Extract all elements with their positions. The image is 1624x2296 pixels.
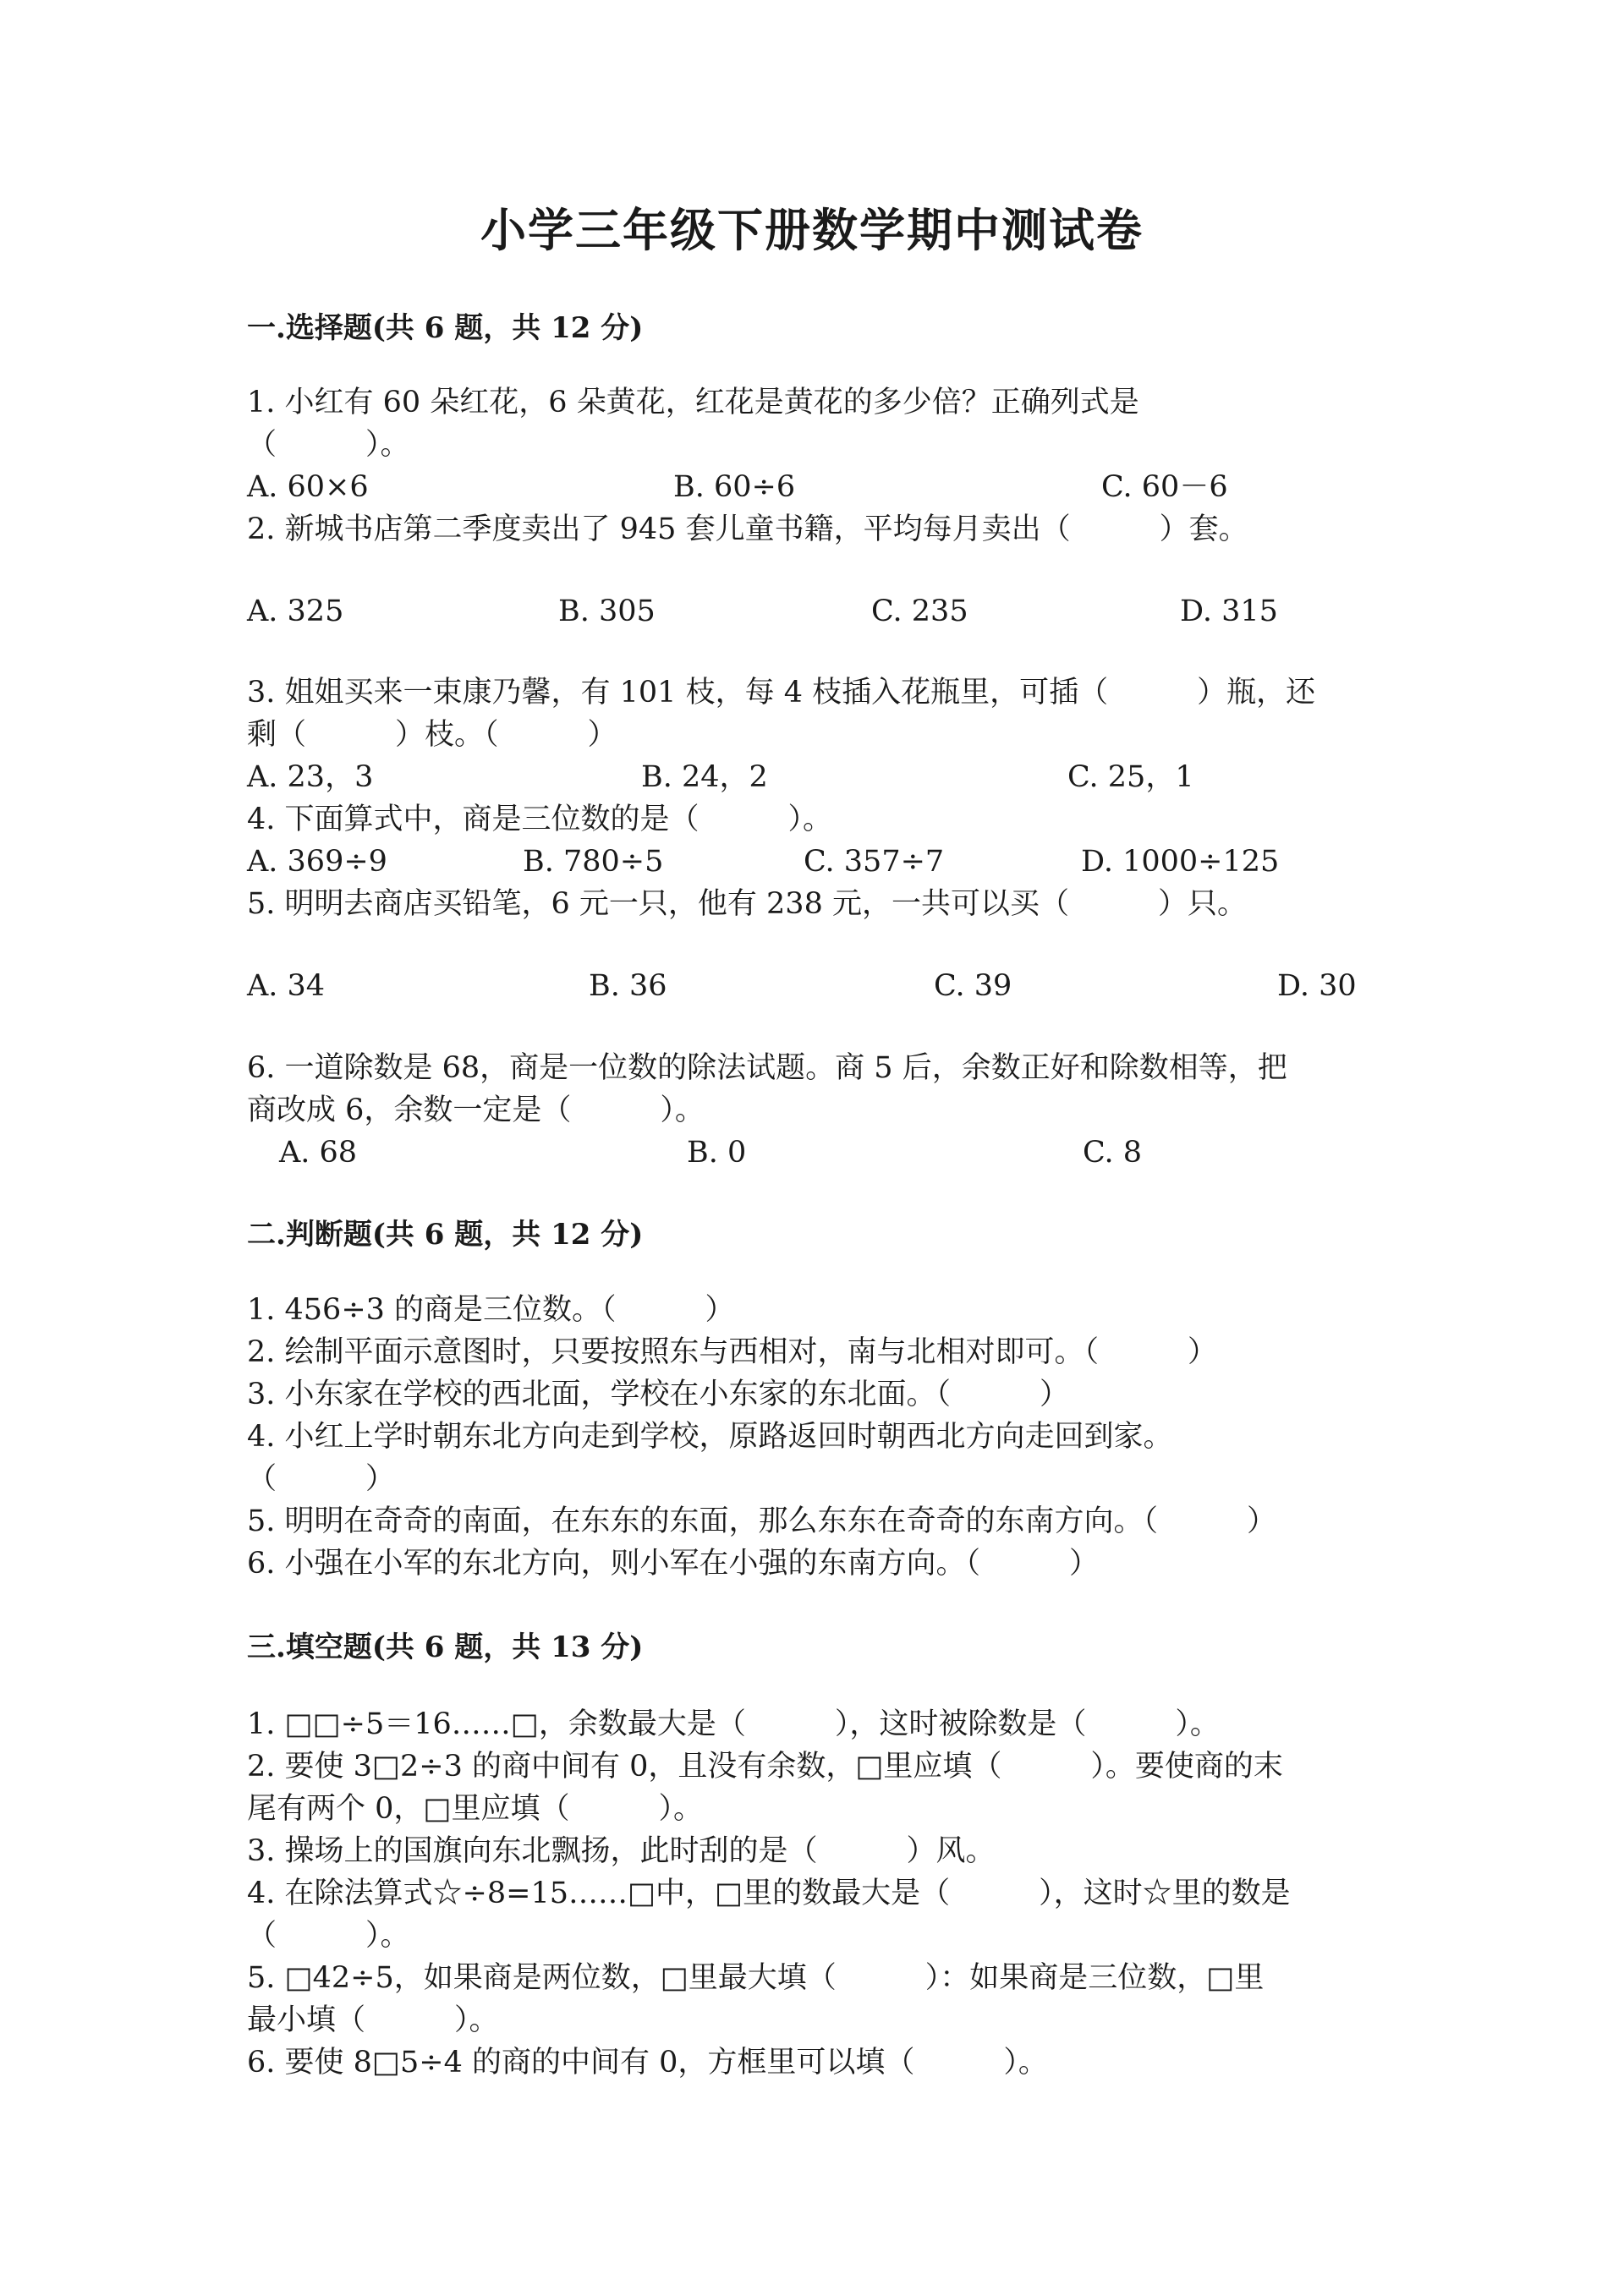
question-text: 6. 要使 8□5÷4 的商的中间有 0，方框里可以填（ ）。 (247, 2046, 1048, 2080)
question-text: 商改成 6，余数一定是（ ）。 (247, 1093, 705, 1127)
question-text: 剩（ ）枝。（ ） (247, 718, 617, 752)
option-b: B. 24，2 (641, 760, 768, 794)
option-b: B. 305 (558, 595, 656, 628)
section-heading-choice: 一.选择题(共 6 题，共 12 分) (247, 311, 644, 345)
question-text: 4. 下面算式中，商是三位数的是（ ）。 (247, 803, 833, 836)
option-a: A. 34 (247, 969, 326, 1003)
option-b: B. 0 (687, 1136, 747, 1170)
question-text: 3. 小东家在学校的西北面，学校在小东家的东北面。（ ） (247, 1378, 1070, 1411)
option-a: A. 23，3 (247, 760, 374, 794)
question-text: 最小填（ ）。 (247, 2003, 499, 2037)
question-text: 5. □42÷5，如果商是两位数，□里最大填（ ）：如果商是三位数，□里 (247, 1961, 1265, 1995)
option-c: C. 25，1 (1067, 760, 1194, 794)
option-b: B. 36 (589, 969, 667, 1003)
option-c: C. 60－6 (1101, 470, 1228, 504)
question-text: 6. 一道除数是 68，商是一位数的除法试题。商 5 后，余数正好和除数相等，把 (247, 1051, 1287, 1085)
question-text: 2. 要使 3□2÷3 的商中间有 0，且没有余数，□里应填（ ）。要使商的末 (247, 1750, 1283, 1784)
question-text: 1. 小红有 60 朵红花，6 朵黄花，红花是黄花的多少倍？正确列式是 (247, 386, 1139, 419)
question-text: 2. 绘制平面示意图时，只要按照东与西相对，南与北相对即可。（ ） (247, 1335, 1218, 1369)
option-d: D. 1000÷125 (1081, 845, 1280, 879)
option-a: A. 60×6 (247, 470, 369, 504)
question-text: 6. 小强在小军的东北方向，则小军在小强的东南方向。（ ） (247, 1547, 1100, 1581)
option-d: D. 30 (1277, 969, 1357, 1003)
question-text: 2. 新城书店第二季度卖出了 945 套儿童书籍，平均每月卖出（ ）套。 (247, 512, 1248, 546)
option-a: A. 369÷9 (247, 845, 387, 879)
question-text: （ ）。 (247, 1919, 410, 1953)
question-text: 3. 姐姐买来一束康乃馨，有 101 枝，每 4 枝插入花瓶里，可插（ ）瓶，还 (247, 676, 1316, 710)
question-text: 5. 明明去商店买铅笔，6 元一只，他有 238 元，一共可以买（ ）只。 (247, 887, 1247, 921)
option-c: C. 357÷7 (804, 845, 945, 879)
section-heading-fill-blank: 三.填空题(共 6 题，共 13 分) (247, 1630, 644, 1664)
option-b: B. 60÷6 (673, 470, 796, 504)
question-text: 尾有两个 0，□里应填（ ）。 (247, 1792, 703, 1826)
question-text: 4. 在除法算式☆÷8=15……□中，□里的数最大是（ ），这时☆里的数是 (247, 1877, 1291, 1910)
option-a: A. 68 (279, 1136, 358, 1170)
section-heading-judgement: 二.判断题(共 6 题，共 12 分) (247, 1218, 644, 1252)
option-b: B. 780÷5 (523, 845, 664, 879)
option-c: C. 8 (1083, 1136, 1143, 1170)
page-title: 小学三年级下册数学期中测试卷 (480, 203, 1144, 257)
option-c: C. 235 (871, 595, 968, 628)
option-d: D. 315 (1180, 595, 1278, 628)
question-text: 4. 小红上学时朝东北方向走到学校，原路返回时朝西北方向走回到家。 (247, 1420, 1173, 1454)
option-a: A. 325 (247, 595, 344, 628)
question-text: 5. 明明在奇奇的南面，在东东的东面，那么东东在奇奇的东南方向。（ ） (247, 1504, 1277, 1538)
question-text: （ ）。 (247, 428, 410, 462)
question-text: （ ） (247, 1462, 396, 1496)
option-c: C. 39 (934, 969, 1012, 1003)
question-text: 1. □□÷5＝16……□，余数最大是（ ），这时被除数是（ ）。 (247, 1707, 1220, 1741)
question-text: 1. 456÷3 的商是三位数。（ ） (247, 1293, 735, 1327)
question-text: 3. 操场上的国旗向东北飘扬，此时刮的是（ ）风。 (247, 1834, 996, 1868)
